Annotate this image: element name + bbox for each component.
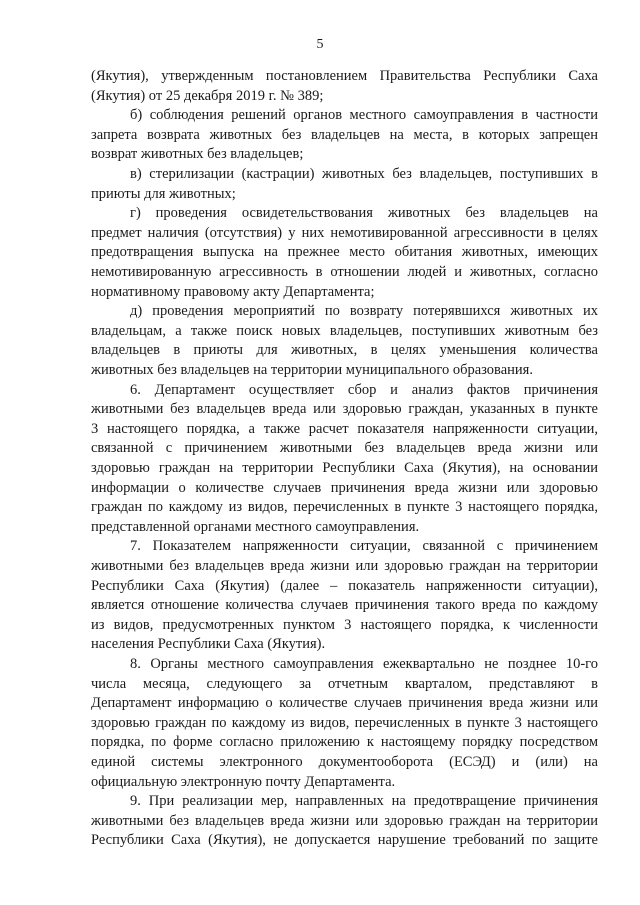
- text-line: г) проведения освидетельствования животных без владельцев на: [130, 205, 598, 222]
- text-line: 9. При реализации мер, направленных на предотвращение причинения: [130, 793, 598, 810]
- text-line: представленной органами местного самоуправления.: [91, 518, 420, 535]
- text-line: 6. Департамент осуществляет сбор и анализ фактов причинения: [130, 381, 598, 398]
- text-line: предмет наличия (отсутствия) у них немотивированной агрессивности в целях: [91, 224, 598, 241]
- text-line: б) соблюдения решений органов местного самоуправления в частности: [130, 107, 598, 124]
- text-line: связанной с причинением животными без владельцев вреда жизни или: [91, 440, 598, 457]
- text-line: официальную электронную почту Департамента.: [91, 773, 396, 790]
- text-line: здоровью граждан по каждому из видов, перечисленных в пункте 3 настоящего: [91, 714, 598, 731]
- text-line: приюты для животных;: [91, 185, 236, 202]
- text-line: владельцам, а также поиск новых владельцев, поступивших животным без: [91, 322, 598, 339]
- text-line: в) стерилизации (кастрации) животных без владельцев, поступивших в: [130, 166, 598, 182]
- text-line: возврат животных без владельцев;: [91, 146, 304, 163]
- text-line: числа месяца, следующего за отчетным кварталом, представляют в: [91, 675, 598, 692]
- text-line: Республики Саха (Якутия), не допускается нарушение требований по защите: [91, 832, 598, 849]
- text-line: (Якутия), утвержденным постановлением Правительства Республики Саха: [91, 68, 598, 84]
- page-number: 5: [316, 37, 324, 52]
- text-line: населения Республики Саха (Якутия).: [91, 636, 326, 653]
- text-line: порядка, по форме согласно приложению к настоящему порядку посредством: [91, 734, 598, 751]
- text-line: владельцев в приюты для животных, в целях уменьшения количества: [91, 342, 598, 359]
- text-line: (Якутия) от 25 декабря 2019 г. № 389;: [91, 87, 324, 104]
- text-line: животными без владельцев вреда жизни или здоровью граждан на территории: [91, 812, 598, 829]
- text-line: животных без владельцев на территории муниципального образования.: [91, 362, 533, 378]
- text-line: животными без владельцев вреда жизни или здоровью граждан на территории: [91, 558, 598, 574]
- text-line: информации о количестве случаев причинения вреда жизни или здоровью: [91, 479, 598, 496]
- text-line: Департамент информацию о количестве случаев причинения вреда жизни или: [91, 695, 598, 712]
- text-line: является отношение количества случаев причинения такого вреда по каждому: [91, 597, 598, 614]
- text-line: 7. Показателем напряженности ситуации, связанной с причинением: [130, 538, 598, 555]
- text-line: 3 настоящего порядка, а также расчет показателя напряженности ситуации,: [91, 420, 598, 437]
- text-line: единой системы электронного документооборота (ЕСЭД) и (или) на: [91, 754, 598, 770]
- text-line: д) проведения мероприятий по возврату потерявшихся животных их: [130, 303, 598, 320]
- text-line: запрета возврата животных без владельцев на места, в которых запрещен: [91, 126, 598, 143]
- text-line: из видов, предусмотренных пунктом 3 настоящего порядка, к численности: [91, 616, 598, 633]
- text-line: Республики Саха (Якутия) (далее – показатель напряженности ситуации),: [91, 577, 598, 594]
- text-line: 8. Органы местного самоуправления ежеквартально не позднее 10-го: [130, 656, 598, 672]
- text-line: немотивированную агрессивность в отношении людей и животных, согласно: [91, 264, 598, 280]
- text-line: здоровью граждан на территории Республики Саха (Якутия), на основании: [91, 460, 598, 476]
- text-line: нормативному правовому акту Департамента;: [91, 283, 375, 300]
- text-line: животными без владельцев вреда или здоровью граждан, указанных в пункте: [91, 401, 598, 418]
- text-line: предотвращения выпуска на прежнее место обитания животных, имеющих: [91, 244, 598, 261]
- text-line: граждан по каждому из видов, перечисленных в пункте 3 настоящего порядка,: [91, 499, 598, 516]
